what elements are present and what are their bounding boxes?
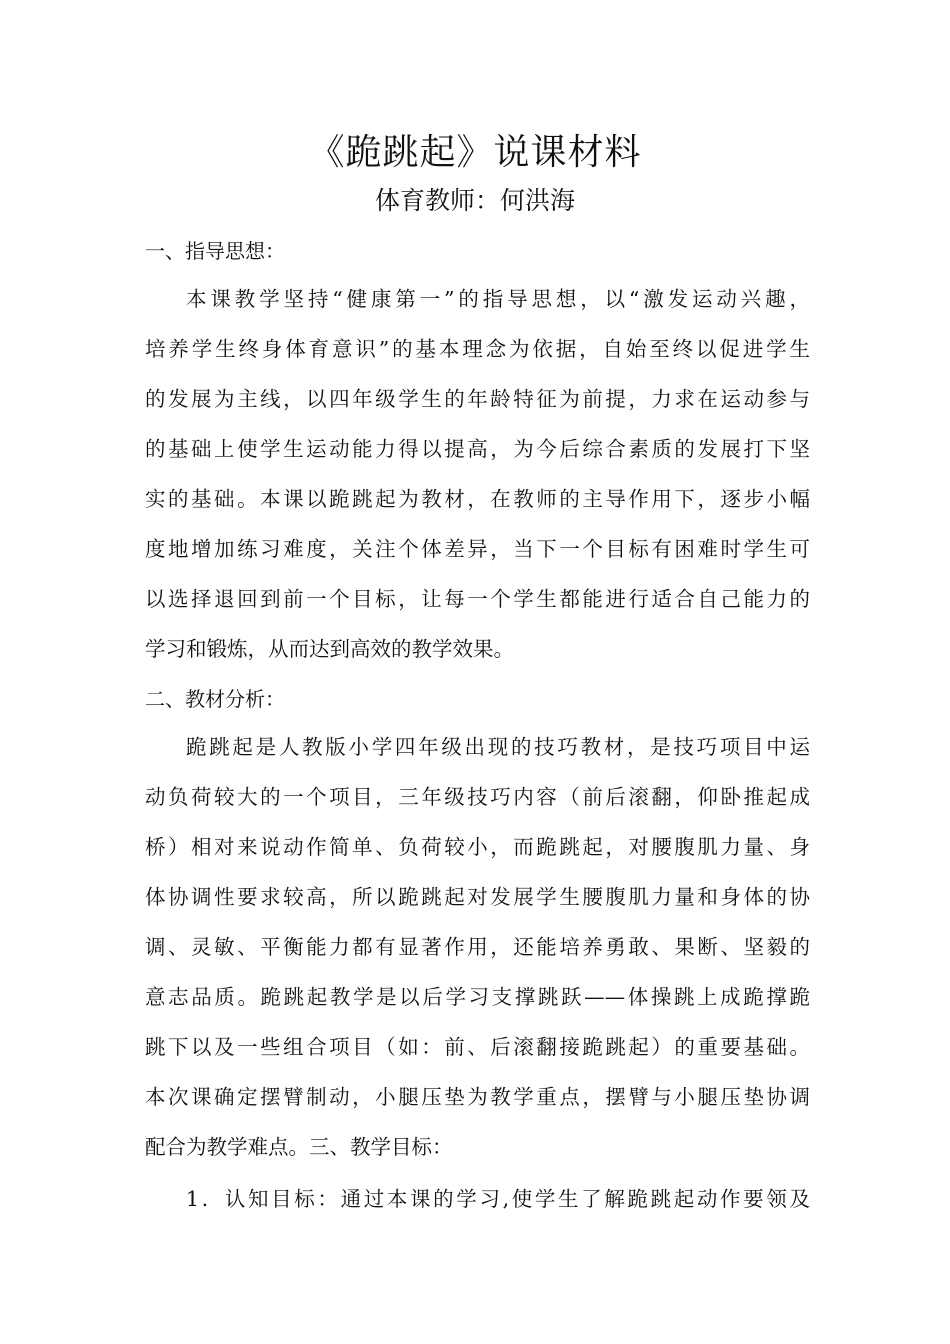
paragraph-line: 配合为教学难点。三、教学目标： xyxy=(145,1135,453,1159)
paragraph-line: 培养学生终身体育意识”的基本理念为依据，自始至终以促进学生 xyxy=(145,337,810,361)
paragraph-line: 体协调性要求较高，所以跪跳起对发展学生腰腹肌力量和身体的协 xyxy=(145,885,810,909)
paragraph-line: 实的基础。本课以跪跳起为教材，在教师的主导作用下，逐步小幅 xyxy=(145,487,810,511)
paragraph-line: 意志品质。跪跳起教学是以后学习支撑跳跃——体操跳上成跪撑跪 xyxy=(145,985,810,1009)
paragraph-line: 1．认知目标：通过本课的学习,使学生了解跪跳起动作要领及 xyxy=(186,1187,810,1211)
paragraph-material-analysis xyxy=(145,722,810,1172)
paragraph-line: 本次课确定摆臂制动，小腿压垫为教学重点，摆臂与小腿压垫协调 xyxy=(145,1085,810,1109)
paragraph-line: 跳下以及一些组合项目（如：前、后滚翻接跪跳起）的重要基础。 xyxy=(145,1035,810,1059)
paragraph-teaching-objectives xyxy=(145,1174,810,1224)
paragraph-line: 调、灵敏、平衡能力都有显著作用，还能培养勇敢、果断、坚毅的 xyxy=(145,935,810,959)
section-heading-guiding-ideology: 一、指导思想： xyxy=(145,239,285,263)
paragraph-line: 本课教学坚持“健康第一”的指导思想，以“激发运动兴趣， xyxy=(186,287,810,311)
paragraph-line: 度地增加练习难度，关注个体差异，当下一个目标有困难时学生可 xyxy=(145,537,810,561)
paragraph-line: 动负荷较大的一个项目，三年级技巧内容（前后滚翻，仰卧推起成 xyxy=(145,785,810,809)
paragraph-line: 跪跳起是人教版小学四年级出现的技巧教材，是技巧项目中运 xyxy=(186,735,810,759)
paragraph-line: 的发展为主线，以四年级学生的年龄特征为前提，力求在运动参与 xyxy=(145,387,810,411)
paragraph-line: 的基础上使学生运动能力得以提高，为今后综合素质的发展打下坚 xyxy=(145,437,810,461)
section-heading-material-analysis: 二、教材分析： xyxy=(145,687,285,711)
paragraph-line: 学习和锻炼，从而达到高效的教学效果。 xyxy=(145,637,514,661)
document-subtitle: 体育教师：何洪海 xyxy=(374,186,575,215)
document-title: 《跪跳起》说课材料 xyxy=(308,132,642,173)
paragraph-line: 桥）相对来说动作简单、负荷较小，而跪跳起，对腰腹肌力量、身 xyxy=(145,835,810,859)
paragraph-guiding-ideology xyxy=(145,274,810,674)
paragraph-line: 以选择退回到前一个目标，让每一个学生都能进行适合自己能力的 xyxy=(145,587,810,611)
